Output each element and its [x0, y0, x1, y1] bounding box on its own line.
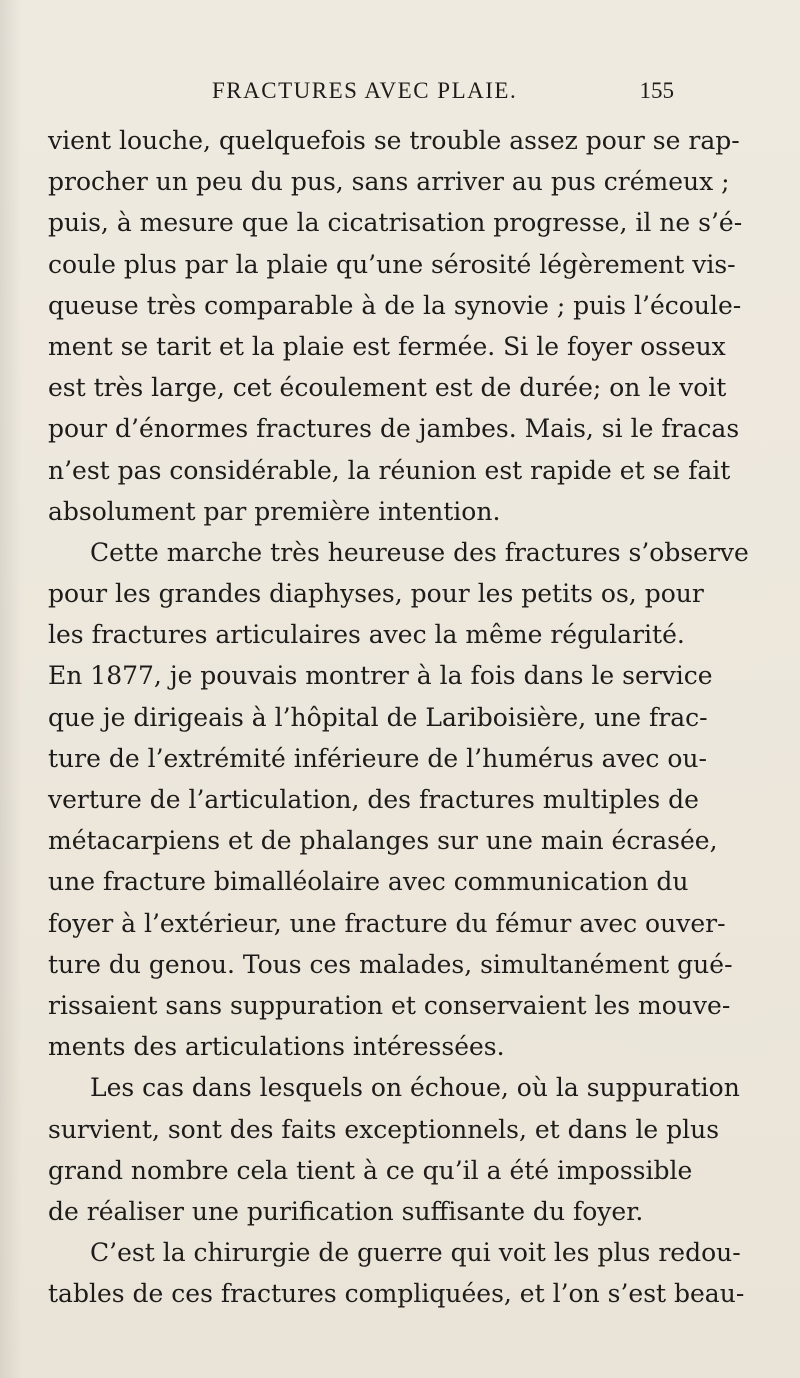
text-line: ture du genou. Tous ces malades, simultanément gué- [48, 949, 733, 979]
text-line: foyer à l’extérieur, une fracture du fémur avec ouver- [48, 908, 726, 938]
text-line: métacarpiens et de phalanges sur une main écrasée, [48, 826, 718, 856]
text-line: que je dirigeais à l’hôpital de Lariboisière, une frac- [48, 702, 708, 732]
paragraph-start-line: Les cas dans lesquels on échoue, où la suppuration [90, 1073, 740, 1103]
text-line: puis, à mesure que la cicatrisation progresse, il ne s’é- [48, 208, 743, 238]
text-line: grand nombre cela tient à ce qu’il a été impossible [48, 1155, 693, 1185]
text-line: les fractures articulaires avec la même régularité. [48, 620, 685, 650]
text-line: En 1877, je pouvais montrer à la fois dans le service [48, 661, 713, 691]
text-line: vient louche, quelquefois se trouble assez pour se rap- [48, 126, 740, 155]
text-line: ture de l’extrémité inférieure de l’humérus avec ou- [48, 743, 707, 773]
text-line: ment se tarit et la plaie est fermée. Si le foyer osseux [48, 331, 726, 361]
paragraph-end-line: ments des articulations intéressées. [48, 1032, 505, 1062]
text-line: pour d’énormes fractures de jambes. Mais, si le fracas [48, 414, 740, 444]
text-line: est très large, cet écoulement est de durée; on le voit [48, 373, 727, 403]
text-line: verture de l’articulation, des fractures multiples de [48, 785, 699, 814]
paragraph-end-line: de réaliser une purification suffisante du foyer. [48, 1196, 644, 1226]
text-line: pour les grandes diaphyses, pour les petits os, pour [48, 579, 704, 609]
page-number: 155 [639, 78, 674, 103]
text-line: survient, sont des faits exceptionnels, et dans le plus [48, 1114, 720, 1144]
paragraph-start-line: Cette marche très heureuse des fractures s’observe [90, 537, 749, 567]
running-head [212, 76, 674, 106]
text-line: une fracture bimalléolaire avec communication du [48, 867, 689, 897]
text-line: tables de ces fractures compliquées, et l’on s’est beau- [48, 1279, 745, 1309]
running-head-title: FRACTURES AVEC PLAIE. [212, 78, 518, 103]
text-line: procher un peu du pus, sans arriver au pus crémeux ; [48, 167, 730, 197]
text-line: rissaient sans suppuration et conservaient les mouve- [48, 990, 731, 1020]
paragraph-end-line: absolument par première intention. [48, 496, 501, 526]
paragraph-start-line: C’est la chirurgie de guerre qui voit les plus redou- [90, 1238, 741, 1268]
body-text [48, 120, 749, 1314]
text-line: coule plus par la plaie qu’une sérosité légèrement vis- [48, 249, 736, 279]
text-line: queuse très comparable à de la synovie ; puis l’écoule- [48, 290, 742, 320]
text-line: n’est pas considérable, la réunion est rapide et se fait [48, 455, 731, 485]
